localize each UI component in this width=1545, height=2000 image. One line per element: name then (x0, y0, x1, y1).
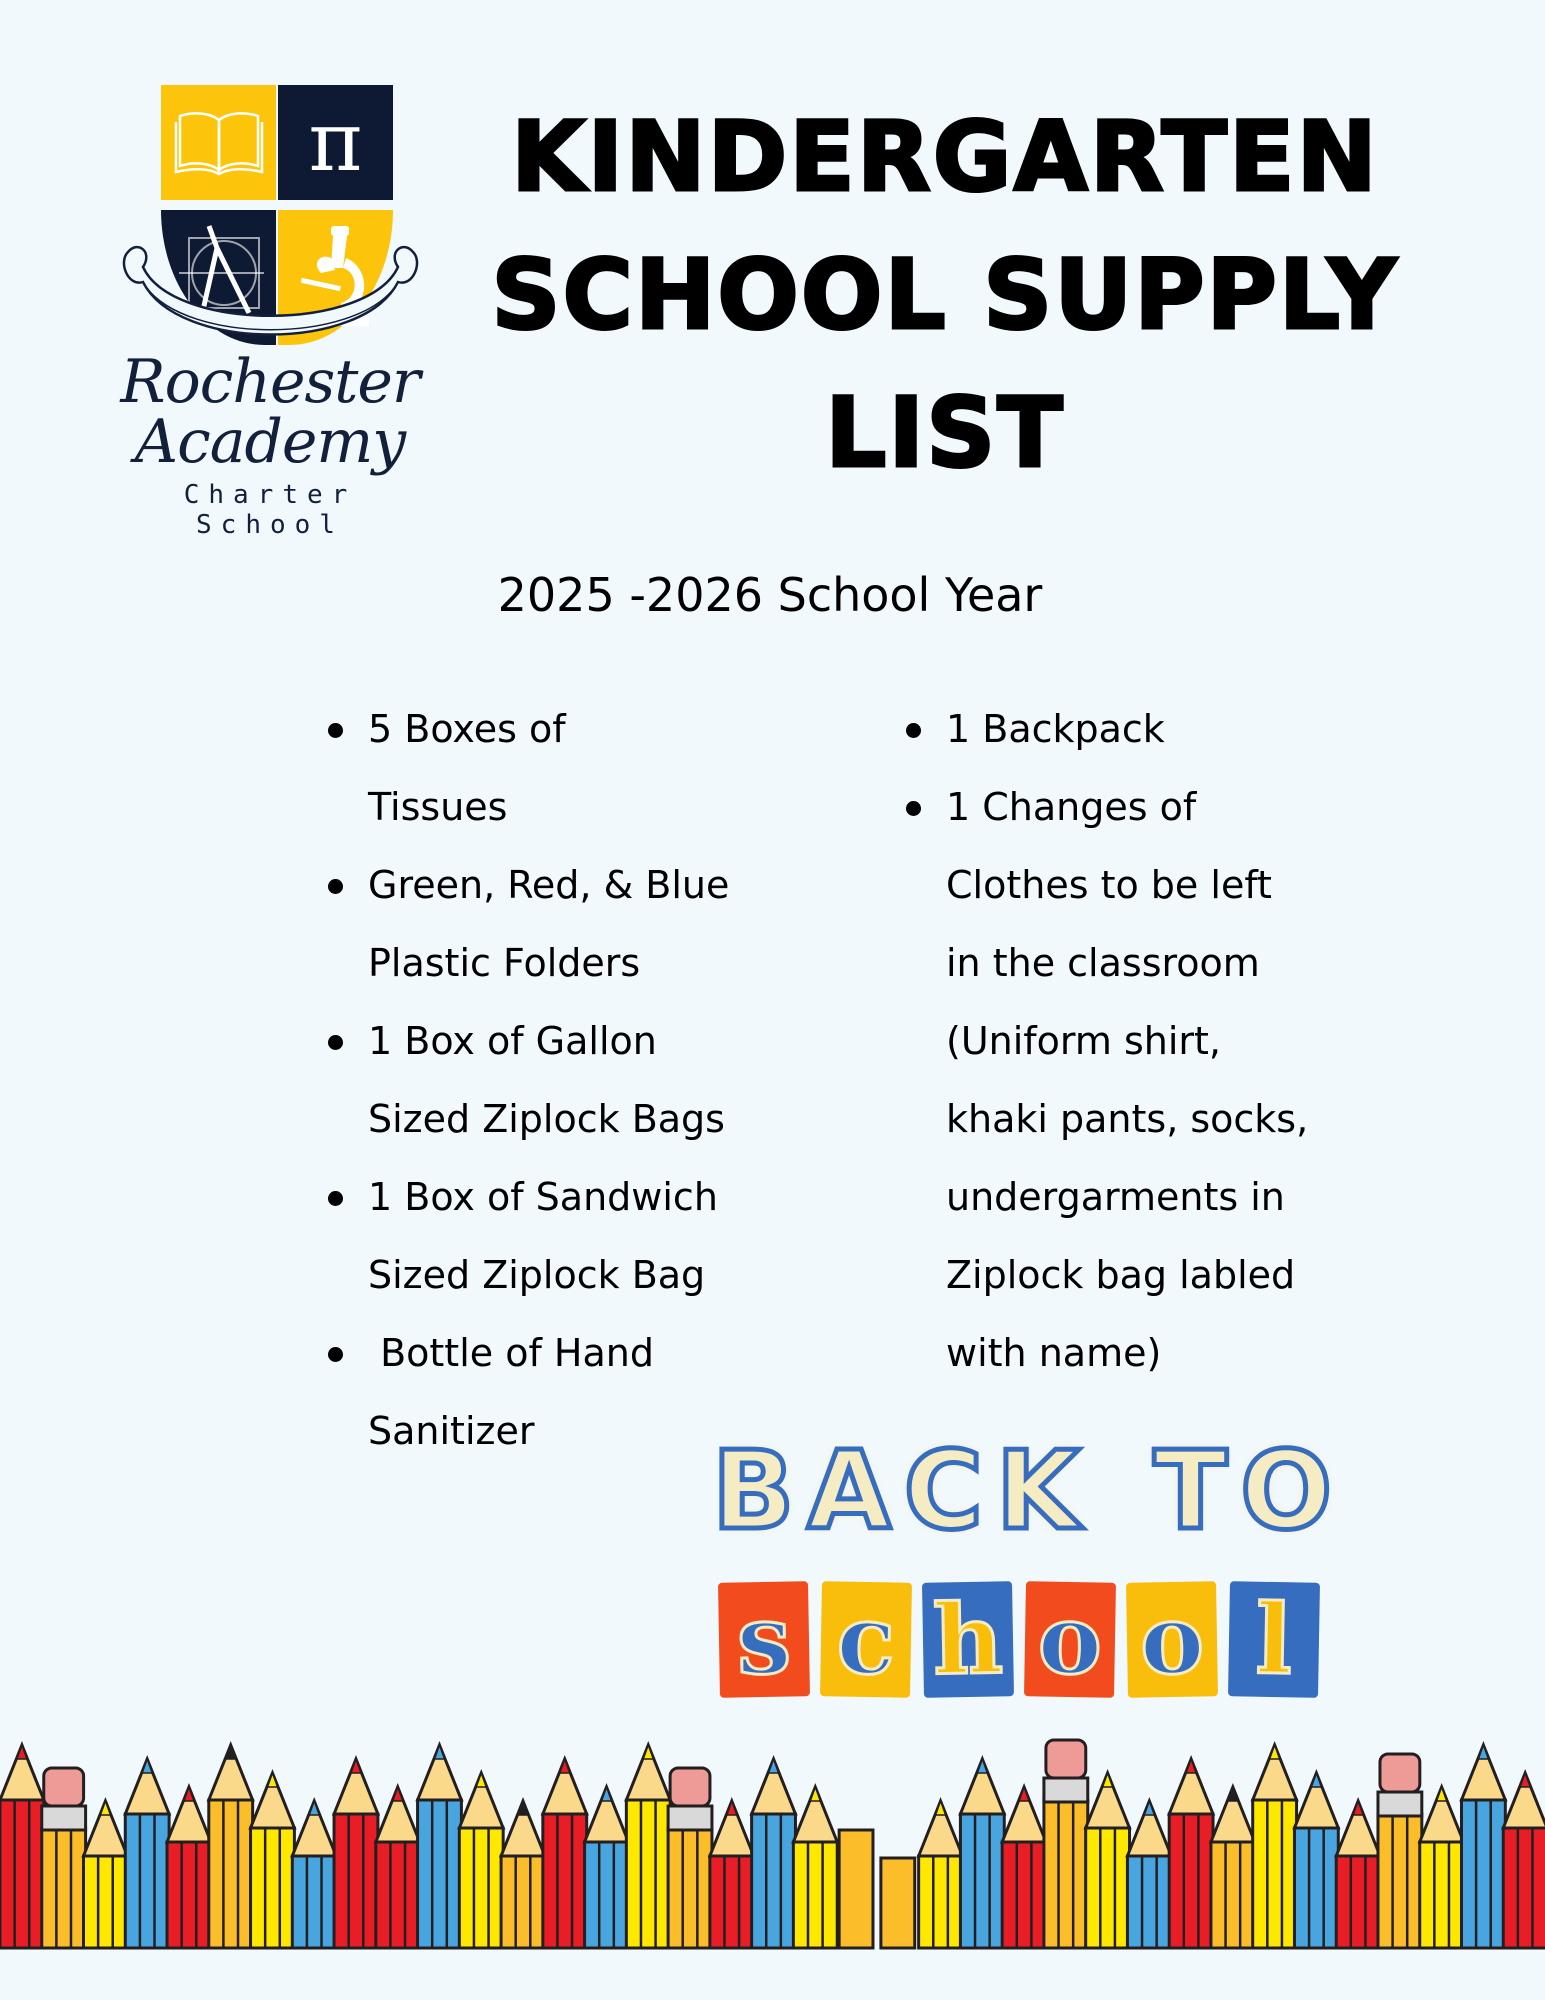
letter-tile: s (718, 1581, 810, 1698)
list-item: 1 Box of Gallon Sized Ziplock Bags (330, 1002, 750, 1158)
letter-tile: o (1024, 1581, 1116, 1698)
school-name-line1: Rochester (120, 347, 420, 417)
letter-tile: o (1126, 1581, 1218, 1698)
page-title (440, 88, 1450, 502)
crest-quadrant-pi (278, 85, 393, 200)
pi-icon: π (308, 94, 363, 190)
school-year: 2025 -2026 School Year (497, 568, 1043, 622)
list-item: Bottle of Hand Sanitizer (330, 1314, 750, 1470)
letter-tile: c (820, 1581, 912, 1698)
back-to-heading: B A C K T O (712, 1429, 1332, 1554)
supply-list-right (908, 690, 1328, 1392)
pencil-border-decoration (0, 1735, 1545, 1955)
list-item: Green, Red, & Blue Plastic Folders (330, 846, 750, 1002)
list-item: 1 Backpack (908, 690, 1328, 768)
title-line-2: SCHOOL SUPPLY (491, 239, 1399, 351)
letter-tile: l (1228, 1581, 1320, 1698)
letter-tile: h (922, 1581, 1014, 1698)
supply-list-left (330, 690, 750, 1470)
school-subtitle: Charter School (183, 480, 357, 540)
back-to-school-graphic (712, 1429, 1332, 1702)
school-logo (100, 82, 440, 540)
school-name-line2: Academy (134, 407, 406, 477)
list-item: 5 Boxes of Tissues (330, 690, 750, 846)
book-icon (161, 85, 276, 200)
crest-quadrant-book (161, 85, 276, 200)
title-line-1: KINDERGARTEN (511, 101, 1379, 213)
school-letter-tiles (719, 1582, 1319, 1697)
list-item: 1 Changes of Clothes to be left in the classroom (Uniform shirt, khaki pants, socks, undergarments in Ziplock bag labled with name) (908, 768, 1328, 1392)
title-line-3: LIST (825, 377, 1065, 489)
list-item: 1 Box of Sandwich Sized Ziplock Bag (330, 1158, 750, 1314)
